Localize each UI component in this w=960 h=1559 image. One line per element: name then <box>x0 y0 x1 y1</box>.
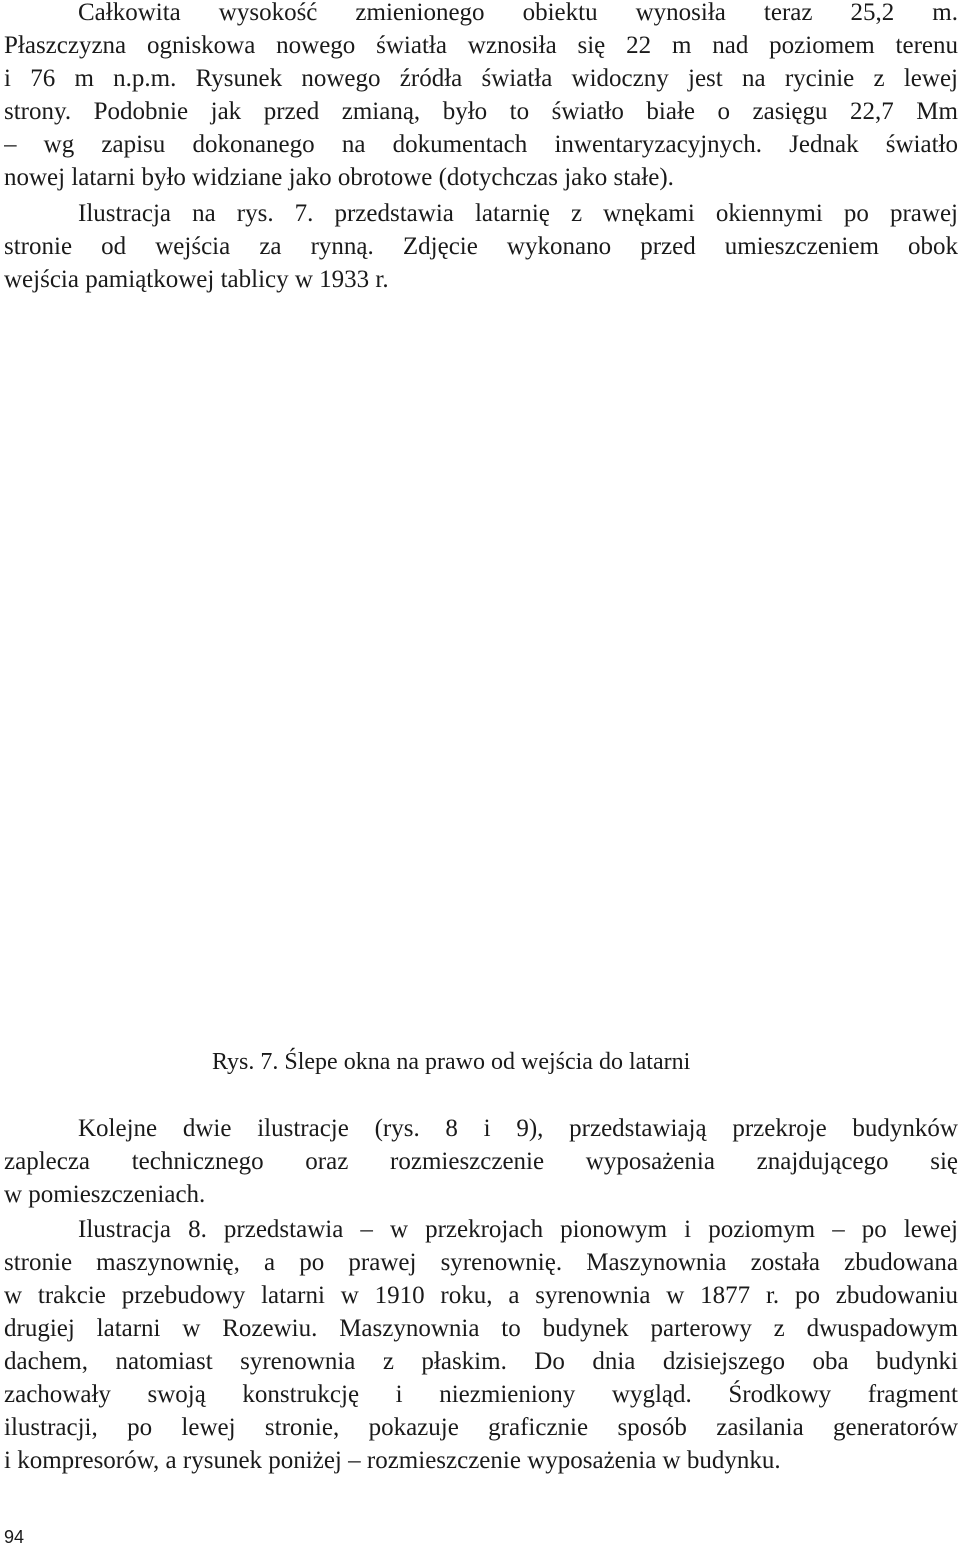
text-line: w pomieszczeniach. <box>4 1181 206 1208</box>
text-line: w trakcie przebudowy latarni w 1910 roku, a syrenownia w 1877 r. po zbudowaniu <box>4 1282 958 1309</box>
text-line: Całkowita wysokość zmienionego obiektu wynosiła teraz 25,2 m. <box>78 0 958 26</box>
figure-placeholder <box>0 300 960 1030</box>
text-line: zachowały swoją konstrukcję i niezmieniony wygląd. Środkowy fragment <box>4 1381 958 1408</box>
text-line: stronie od wejścia za rynną. Zdjęcie wykonano przed umieszczeniem obok <box>4 233 958 260</box>
text-line: drugiej latarni w Rozewiu. Maszynownia to budynek parterowy z dwuspadowym <box>4 1315 958 1342</box>
text-line: stronie maszynownię, a po prawej syrenownię. Maszynownia została zbudowana <box>4 1249 958 1276</box>
text-line: strony. Podobnie jak przed zmianą, było to światło białe o zasięgu 22,7 Mm <box>4 98 958 125</box>
text-line: Płaszczyzna ogniskowa nowego światła wznosiła się 22 m nad poziomem terenu <box>4 32 958 59</box>
text-line: Ilustracja 8. przedstawia – w przekrojach pionowym i poziomym – po lewej <box>78 1216 958 1243</box>
text-line: i kompresorów, a rysunek poniżej – rozmieszczenie wyposażenia w budynku. <box>4 1447 781 1474</box>
text-line: Kolejne dwie ilustracje (rys. 8 i 9), przedstawiają przekroje budynków <box>78 1115 958 1142</box>
text-line: i 76 m n.p.m. Rysunek nowego źródła światła widoczny jest na rycinie z lewej <box>4 65 958 92</box>
text-line: Ilustracja na rys. 7. przedstawia latarnię z wnękami okiennymi po prawej <box>78 200 958 227</box>
page-number: 94 <box>4 1527 25 1547</box>
text-line: dachem, natomiast syrenownia z płaskim. Do dnia dzisiejszego oba budynki <box>4 1348 958 1375</box>
text-line: nowej latarni było widziane jako obrotowe (dotychczas jako stałe). <box>4 164 674 191</box>
text-line: wejścia pamiątkowej tablicy w 1933 r. <box>4 266 389 293</box>
text-line: – wg zapisu dokonanego na dokumentach inwentaryzacyjnych. Jednak światło <box>4 131 958 158</box>
figure-caption: Rys. 7. Ślepe okna na prawo od wejścia do latarni <box>212 1049 691 1075</box>
text-line: zaplecza technicznego oraz rozmieszczenie wyposażenia znajdującego się <box>4 1148 958 1175</box>
text-line: ilustracji, po lewej stronie, pokazuje graficznie sposób zasilania generatorów <box>4 1414 958 1441</box>
